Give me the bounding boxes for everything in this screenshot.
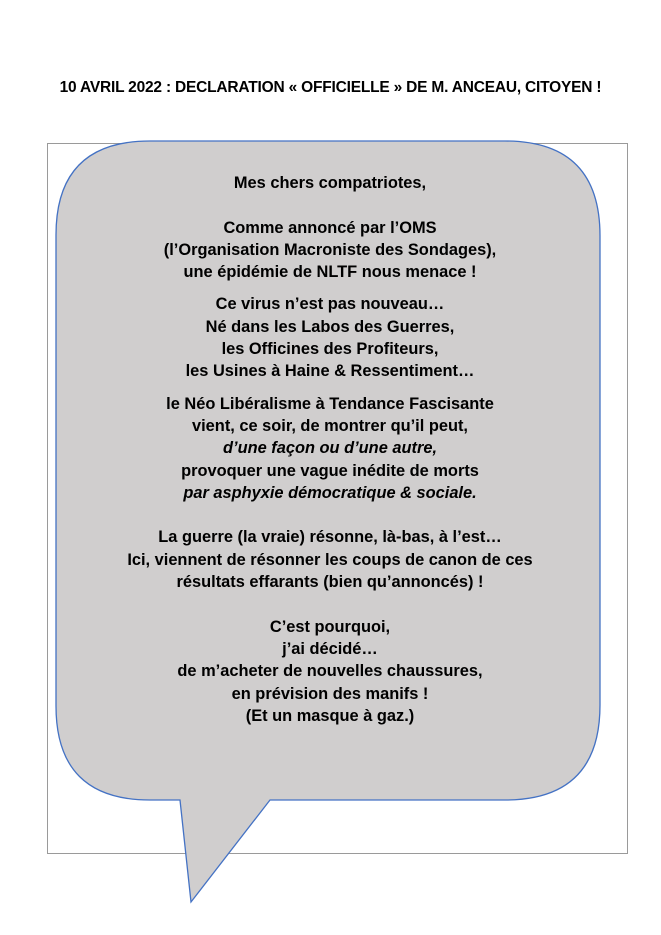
para1-line3: une épidémie de NLTF nous menace ! [183, 263, 477, 282]
para3-line5: par asphyxie démocratique & sociale. [183, 483, 477, 502]
para1-line2: (l’Organisation Macroniste des Sondages), [163, 240, 497, 259]
para5-line3: de m’acheter de nouvelles chaussures, [177, 662, 483, 681]
para5-line1: C’est pourquoi, [269, 617, 391, 636]
bubble-text [60, 172, 600, 727]
page-title: 10 AVRIL 2022 : DECLARATION « OFFICIELLE » DE M. ANCEAU, CITOYEN ! [59, 79, 602, 96]
para2-line2: Né dans les Labos des Guerres, [205, 317, 455, 336]
para4-line2: Ici, viennent de résonner les coups de canon de ces [127, 550, 533, 569]
para4-line1: La guerre (la vraie) résonne, là-bas, à l’est… [158, 528, 502, 547]
para1-line1: Comme annoncé par l’OMS [223, 218, 437, 237]
para3-line3: d’une façon ou d’une autre, [223, 439, 437, 458]
para3-line4: provoquer une vague inédite de morts [181, 461, 479, 480]
para5-line5: (Et un masque à gaz.) [245, 706, 415, 725]
para3-line1: le Néo Libéralisme à Tendance Fascisante [166, 394, 494, 413]
para2-line1: Ce virus n’est pas nouveau… [215, 295, 445, 314]
para2-line3: les Officines des Profiteurs, [221, 340, 439, 359]
para4-line3: résultats effarants (bien qu’annoncés) ! [176, 573, 484, 592]
para2-line4: les Usines à Haine & Ressentiment… [185, 362, 475, 381]
para5-line2: j’ai décidé… [282, 639, 378, 658]
para5-line4: en prévision des manifs ! [231, 684, 429, 703]
greeting: Mes chers compatriotes, [233, 174, 427, 192]
para3-line2: vient, ce soir, de montrer qu’il peut, [192, 416, 468, 435]
